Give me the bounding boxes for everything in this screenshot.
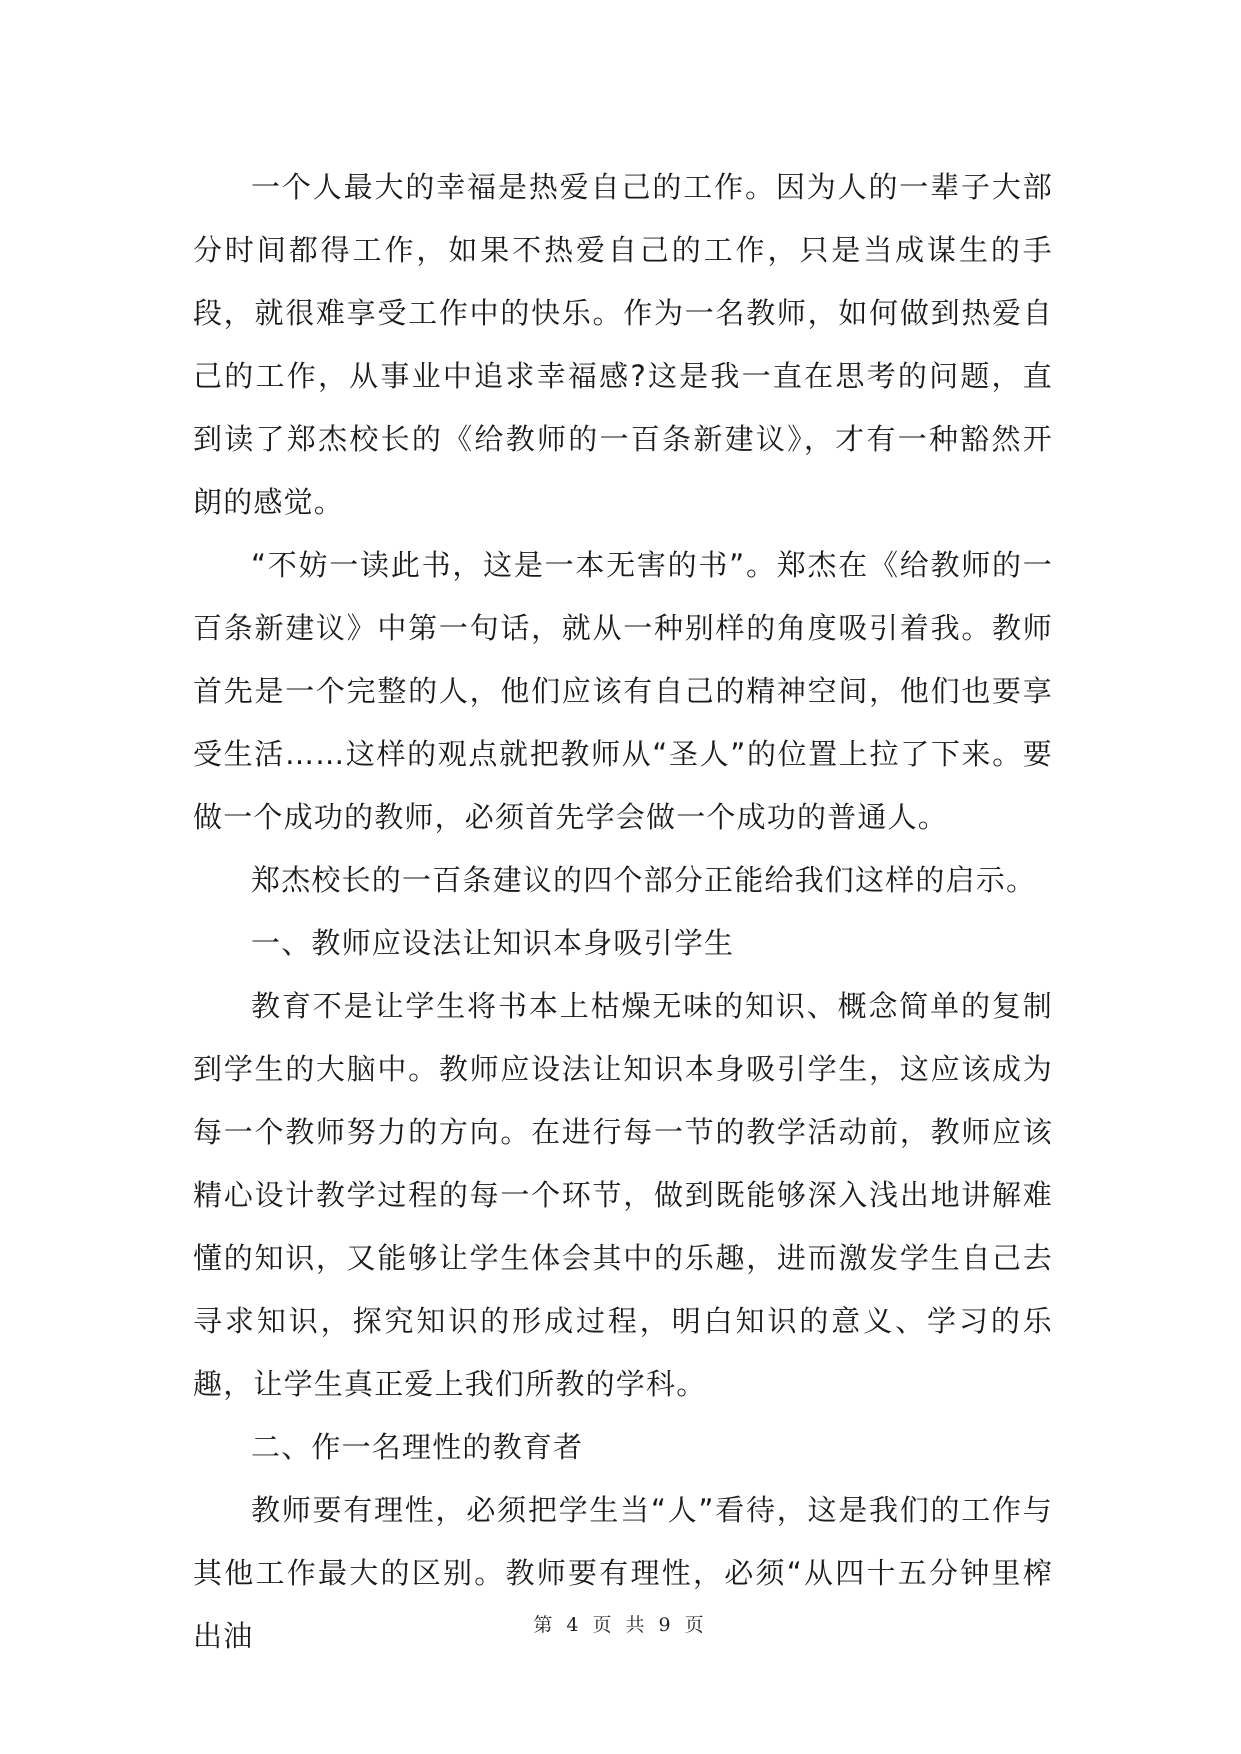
page-number-footer: 第 4 页 共 9 页 xyxy=(533,1614,708,1636)
section-heading-2: 二、作一名理性的教育者 xyxy=(251,1430,584,1464)
paragraph-section-1: 教育不是让学生将书本上枯燥无味的知识、概念简单的复制到学生的大脑中。教师应设法让知识本身吸引学生，这应该成为每一个教师努力的方向。在进行每一节的教学活动前，教师应该精心设计教学过程的每一个环节，做到既能够深入浅出地讲解难懂的知识，又能够让学生体会其中的乐趣，进而激发学生自己去寻求知识，探究知识的形成过程，明白知识的意义、学习的乐趣，让学生真正爱上我们所教的学科。 xyxy=(193,989,1053,1401)
document-body xyxy=(193,156,1053,1668)
paragraph-intro: 一个人最大的幸福是热爱自己的工作。因为人的一辈子大部分时间都得工作，如果不热爱自己的工作，只是当成谋生的手段，就很难享受工作中的快乐。作为一名教师，如何做到热爱自己的工作，从事业中追求幸福感?这是我一直在思考的问题，直到读了郑杰校长的《给教师的一百条新建议》，才有一种豁然开朗的感觉。 xyxy=(193,170,1053,519)
section-heading-1: 一、教师应设法让知识本身吸引学生 xyxy=(251,926,735,960)
paragraph-summary: 郑杰校长的一百条建议的四个部分正能给我们这样的启示。 xyxy=(251,863,1037,897)
paragraph-quote: “不妨一读此书，这是一本无害的书”。郑杰在《给教师的一百条新建议》中第一句话，就从一种别样的角度吸引着我。教师首先是一个完整的人，他们应该有自己的精神空间，他们也要享受生活……这样的观点就把教师从“圣人”的位置上拉了下来。要做一个成功的教师，必须首先学会做一个成功的普通人。 xyxy=(193,548,1053,834)
paragraph-section-2: 教师要有理性，必须把学生当“人”看待，这是我们的工作与其他工作最大的区别。教师要有理性，必须“从四十五分钟里榨出油 xyxy=(193,1493,1053,1653)
